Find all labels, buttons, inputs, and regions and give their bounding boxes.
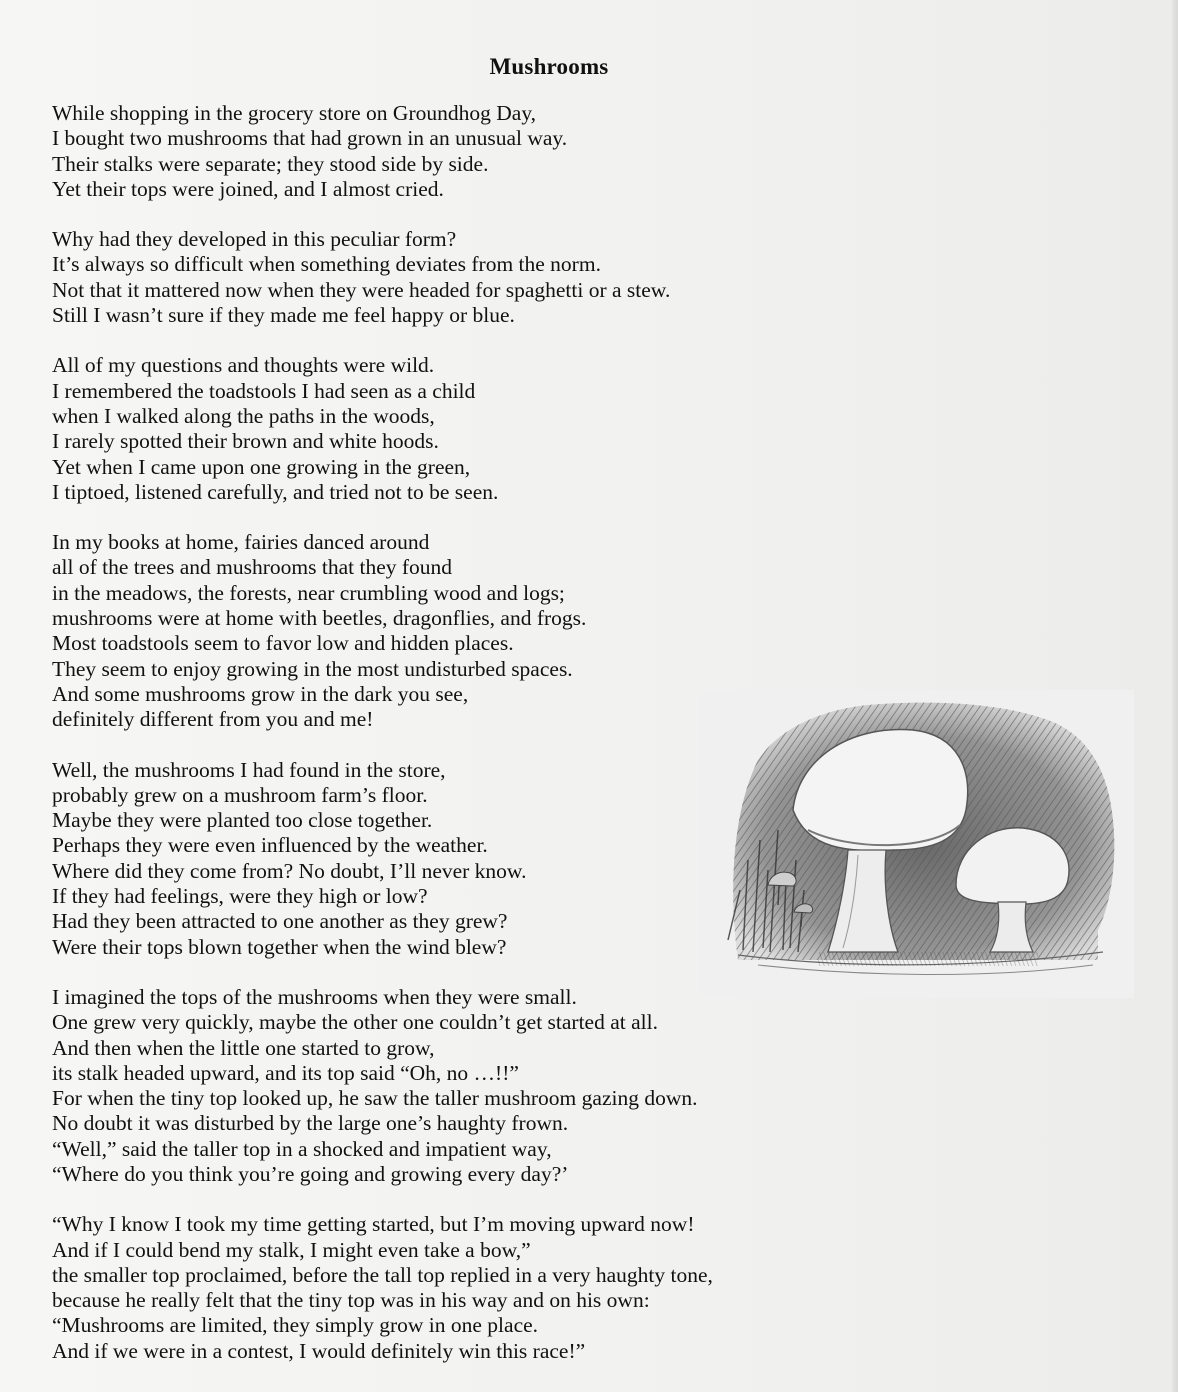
poem-line: its stalk headed upward, and its top said “Oh, no …!!” [52, 1060, 519, 1085]
poem-line: Not that it mattered now when they were headed for spaghetti or a stew. [52, 277, 671, 302]
poem-line: In my books at home, fairies danced around [52, 530, 430, 555]
poem-line: Perhaps they were even influenced by the weather. [52, 833, 488, 858]
poem-line: Yet their tops were joined, and I almost cried. [52, 176, 444, 201]
poem-line: Their stalks were separate; they stood side by side. [52, 151, 489, 176]
poem-line: probably grew on a mushroom farm’s floor. [52, 782, 428, 807]
poem-line: No doubt it was disturbed by the large one’s haughty frown. [52, 1111, 569, 1136]
poem-line: in the meadows, the forests, near crumbling wood and logs; [52, 580, 565, 605]
poem-line: Most toadstools seem to favor low and hidden places. [52, 631, 514, 656]
poem-line: For when the tiny top looked up, he saw the taller mushroom gazing down. [52, 1086, 698, 1111]
stanza-6 [52, 985, 852, 1187]
stanza-1 [52, 101, 852, 202]
page-edge-shadow [1172, 0, 1178, 1392]
poem-line: I bought two mushrooms that had grown in an unusual way. [52, 126, 568, 151]
poem-line: If they had feelings, were they high or low? [52, 884, 428, 909]
poem-line: mushrooms were at home with beetles, dragonflies, and frogs. [52, 606, 587, 631]
poem-line: Yet when I came upon one growing in the green, [52, 454, 471, 479]
poem-line: It’s always so difficult when something deviates from the norm. [52, 252, 601, 277]
poem-line: And if we were in a contest, I would definitely win this race!” [52, 1338, 586, 1363]
poem-line: definitely different from you and me! [52, 707, 374, 732]
poem-line: And if I could bend my stalk, I might even take a bow,” [52, 1237, 531, 1262]
poem-line: Maybe they were planted too close together. [52, 808, 433, 833]
poem-line: I imagined the tops of the mushrooms when they were small. [52, 984, 577, 1009]
poem-line: Why had they developed in this peculiar form? [52, 227, 457, 252]
poem-line: I tiptoed, listened carefully, and tried not to be seen. [52, 479, 499, 504]
poem-line: While shopping in the grocery store on Groundhog Day, [52, 101, 537, 125]
mushrooms-sketch [698, 690, 1134, 998]
poem-line: And then when the little one started to grow, [52, 1035, 435, 1060]
stanza-3 [52, 353, 852, 505]
poem-line: One grew very quickly, maybe the other one couldn’t get started at all. [52, 1010, 658, 1035]
poem-line: And some mushrooms grow in the dark you see, [52, 681, 469, 706]
poem-line: Well, the mushrooms I had found in the store, [52, 757, 446, 782]
stanza-7 [52, 1212, 852, 1364]
poem-line: Where did they come from? No doubt, I’ll never know. [52, 858, 527, 883]
poem-line: All of my questions and thoughts were wild. [52, 353, 435, 378]
poem-line: Still I wasn’t sure if they made me feel happy or blue. [52, 303, 515, 328]
poem-line: because he really felt that the tiny top was in his way and on his own: [52, 1288, 650, 1313]
poem-line: the smaller top proclaimed, before the tall top replied in a very haughty tone, [52, 1262, 713, 1287]
poem-line: “Well,” said the taller top in a shocked and impatient way, [52, 1136, 552, 1161]
poem-line: when I walked along the paths in the woods, [52, 403, 435, 428]
poem-line: all of the trees and mushrooms that they found [52, 555, 453, 580]
poem-line: Had they been attracted to one another as they grew? [52, 909, 508, 934]
poem-line: Were their tops blown together when the wind blew? [52, 934, 507, 959]
poem-line: They seem to enjoy growing in the most undisturbed spaces. [52, 656, 573, 681]
poem-title: Mushrooms [489, 54, 609, 79]
mushrooms-pencil-sketch-icon [698, 690, 1134, 998]
poem-line: I rarely spotted their brown and white hoods. [52, 429, 439, 454]
poem-line: “Where do you think you’re going and growing every day?’ [52, 1161, 569, 1186]
stanza-2 [52, 227, 852, 328]
poem-line: “Mushrooms are limited, they simply grow in one place. [52, 1313, 539, 1338]
poem-line: “Why I know I took my time getting started, but I’m moving upward now! [52, 1212, 695, 1237]
poem-line: I remembered the toadstools I had seen as a child [52, 378, 476, 403]
